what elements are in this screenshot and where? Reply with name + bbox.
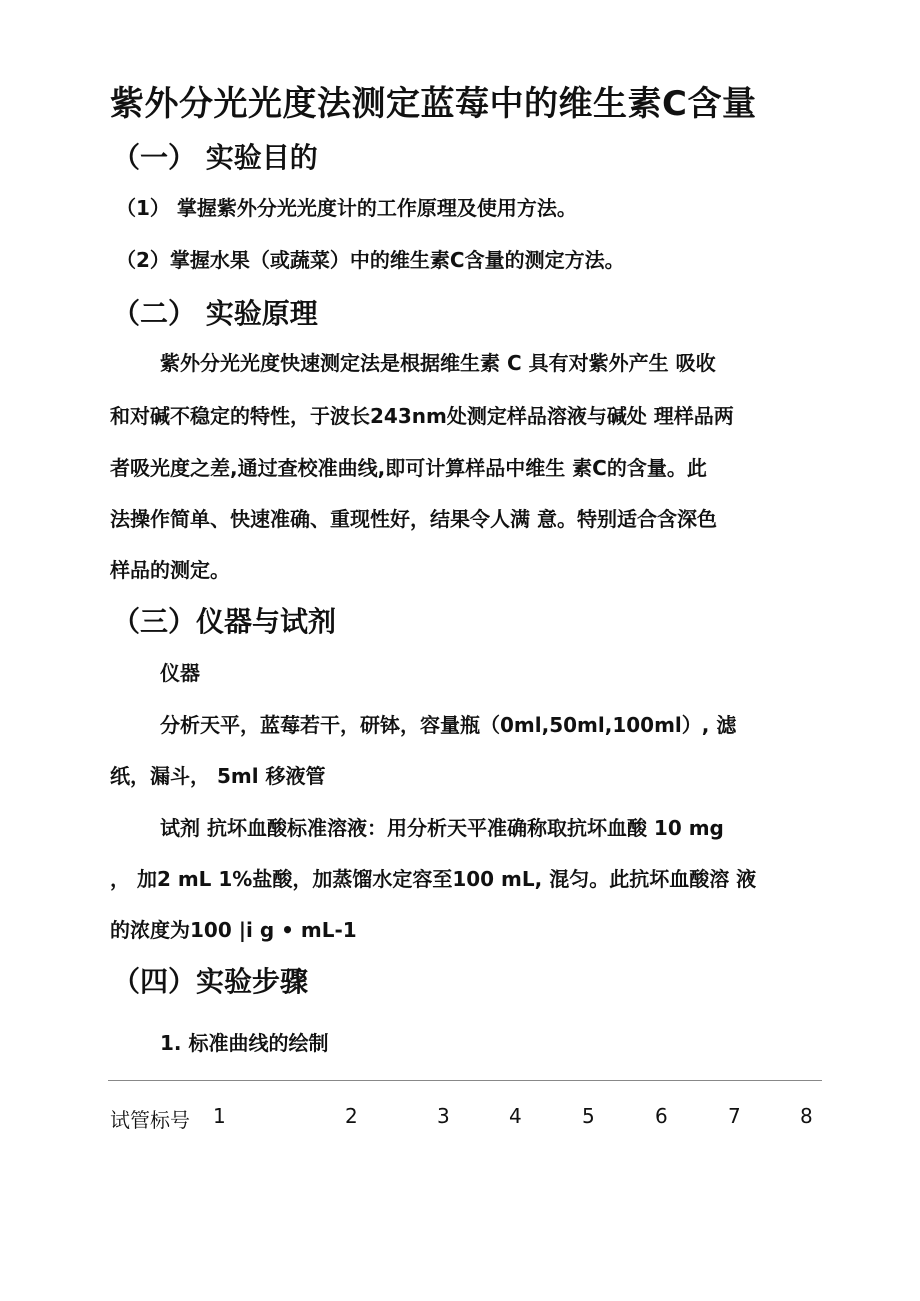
table-row-label: 试管标号 (110, 1108, 190, 1132)
tube-number-cell: 8 (800, 1104, 813, 1128)
table-top-rule (108, 1080, 822, 1081)
tube-number-cell: 5 (582, 1104, 595, 1128)
principle-line-3: 者吸光度之差,通过查校准曲线,即可计算样品中维生 素C的含量。此 (110, 456, 707, 480)
tube-number-cell: 1 (213, 1104, 226, 1128)
section-heading-procedure: （四）实验步骤 (112, 965, 309, 998)
tube-number-cell: 6 (655, 1104, 668, 1128)
objective-item-2: （2）掌握水果（或蔬菜）中的维生素C含量的测定方法。 (116, 248, 625, 272)
principle-line-4: 法操作简单、快速准确、重现性好，结果令人满 意。特别适合含深色 (110, 507, 717, 531)
reagent-line-3: 的浓度为100 |i g • mL-1 (110, 918, 357, 942)
principle-line-5: 样品的测定。 (110, 558, 230, 582)
document-title: 紫外分光光度法测定蓝莓中的维生素C含量 (110, 84, 757, 124)
instrument-line-1: 分析天平，蓝莓若干，研钵，容量瓶（0ml,50ml,100ml）, 滤 (160, 713, 737, 737)
section-heading-instruments: （三）仪器与试剂 (112, 605, 337, 638)
principle-line-2: 和对碱不稳定的特性，于波长243nm处测定样品溶液与碱处 理样品两 (110, 404, 734, 428)
instrument-line-2: 纸，漏斗， 5ml 移液管 (110, 764, 326, 788)
reagent-line-2: ， 加2 mL 1%盐酸，加蒸馏水定容至100 mL, 混匀。此抗坏血酸溶 液 (110, 867, 757, 891)
tube-number-cell: 3 (437, 1104, 450, 1128)
procedure-step-1: 1. 标准曲线的绘制 (160, 1031, 329, 1055)
principle-line-1: 紫外分光光度快速测定法是根据维生素 C 具有对紫外产生 吸收 (160, 351, 716, 375)
objective-item-1: （1） 掌握紫外分光光度计的工作原理及使用方法。 (116, 196, 577, 220)
tube-number-cell: 7 (728, 1104, 741, 1128)
instrument-label: 仪器 (160, 661, 200, 685)
section-heading-objective: （一） 实验目的 (112, 141, 318, 174)
reagent-line-1: 试剂 抗坏血酸标准溶液：用分析天平准确称取抗坏血酸 10 mg (160, 816, 724, 840)
tube-number-cell: 2 (345, 1104, 358, 1128)
tube-number-cell: 4 (509, 1104, 522, 1128)
section-heading-principle: （二） 实验原理 (112, 297, 318, 330)
